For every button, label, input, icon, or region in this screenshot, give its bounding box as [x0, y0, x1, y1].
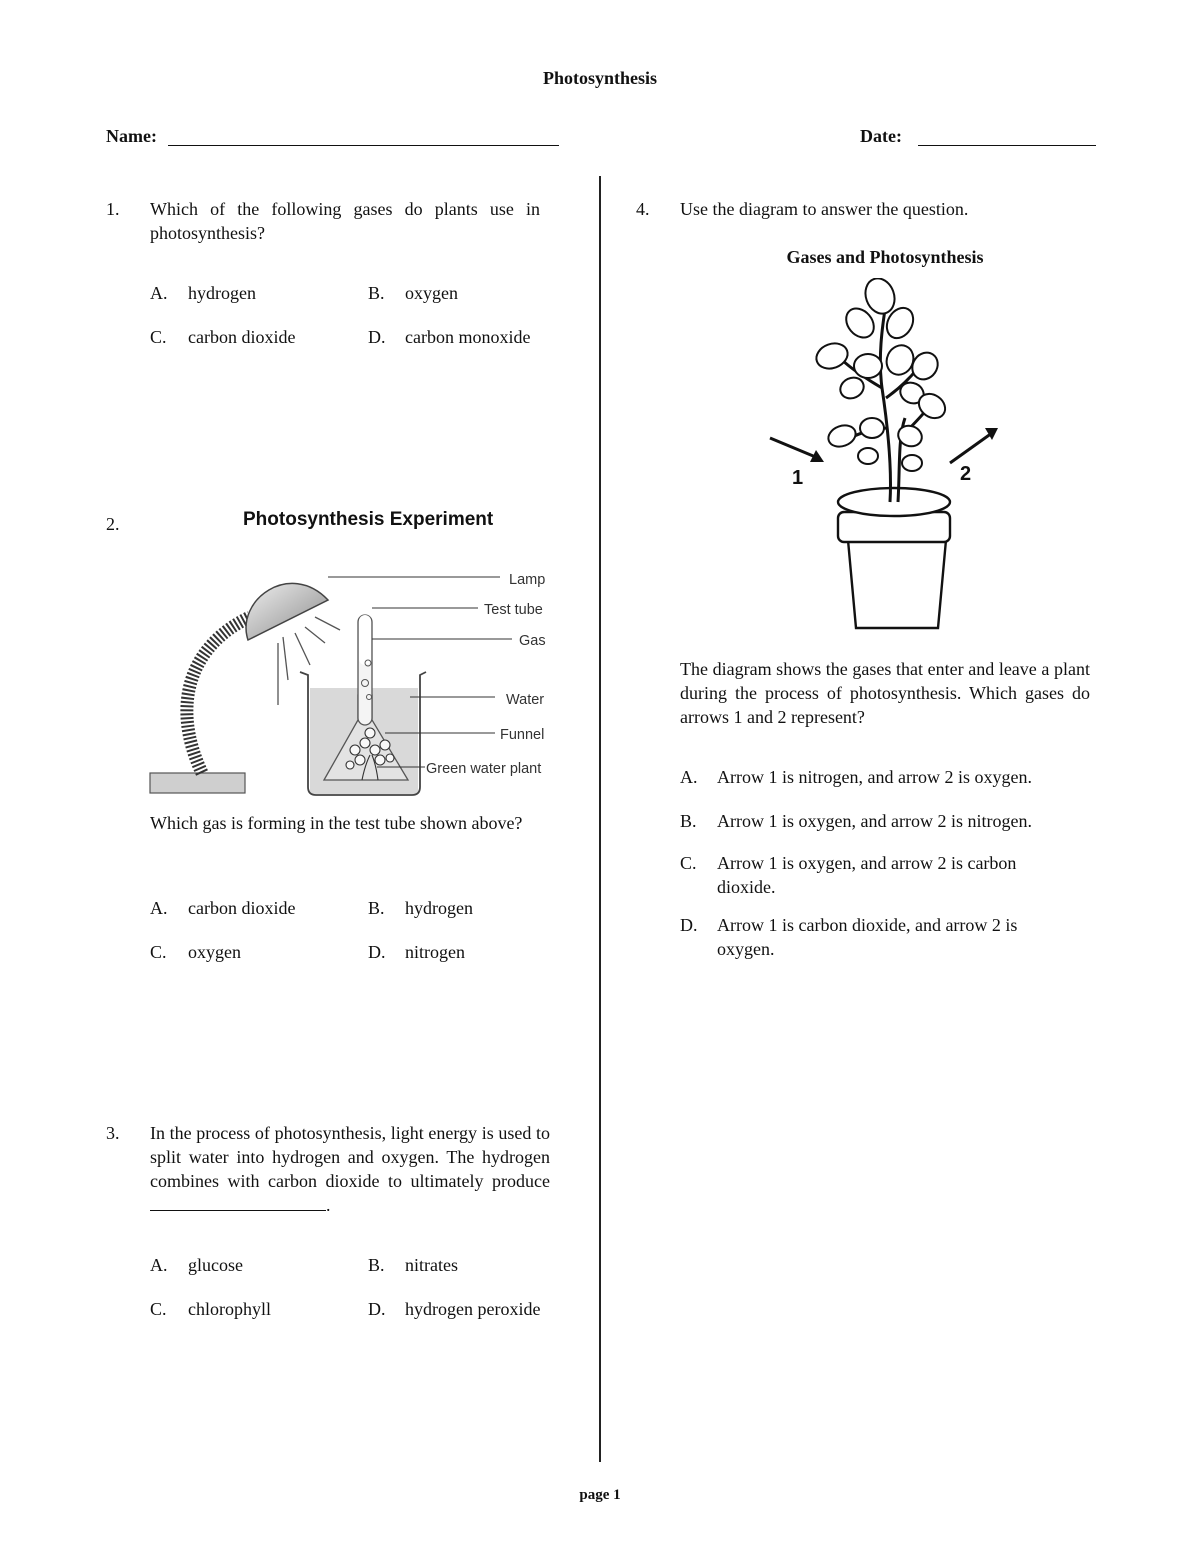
q2-option-b-text[interactable]: hydrogen [405, 898, 473, 918]
question-3-text: In the process of photosynthesis, light energy is used to split water into hydrogen and oxygen. The hydrogen combines with carbon dioxide to ultimately produce [150, 1123, 550, 1191]
page-number: page 1 [579, 1487, 621, 1503]
q1-option-b-text[interactable]: oxygen [405, 283, 458, 303]
label-test-tube: Test tube [484, 602, 543, 618]
arrow-2 [950, 428, 998, 463]
q3-option-b-text[interactable]: nitrates [405, 1255, 458, 1275]
question-2-text: Which gas is forming in the test tube shown above? [150, 813, 523, 833]
date-label: Date: [860, 126, 902, 146]
q1-option-a-text[interactable]: hydrogen [188, 283, 256, 303]
q1-option-d-letter[interactable]: D. [368, 327, 386, 347]
q2-option-d-text[interactable]: nitrogen [405, 942, 465, 962]
lamp-base [150, 773, 245, 793]
q4-option-d-text[interactable]: Arrow 1 is carbon dioxide, and arrow 2 is oxygen. [717, 915, 1018, 959]
experiment-figure-title: Photosynthesis Experiment [243, 509, 494, 530]
q4-option-a-letter[interactable]: A. [680, 767, 698, 787]
date-field-line[interactable] [918, 145, 1096, 146]
q3-option-c-text[interactable]: chlorophyll [188, 1299, 271, 1319]
q3-option-b-letter[interactable]: B. [368, 1255, 385, 1275]
q1-option-a-letter[interactable]: A. [150, 283, 168, 303]
label-water: Water [506, 692, 545, 708]
question-2-number: 2. [106, 514, 120, 534]
label-green-water-plant: Green water plant [426, 761, 542, 777]
photosynthesis-experiment-diagram [140, 555, 560, 805]
question-4-text: Use the diagram to answer the question. [680, 199, 969, 219]
question-3-end: . [326, 1195, 331, 1215]
q3-option-d-text[interactable]: hydrogen peroxide [405, 1299, 541, 1319]
question-4-number: 4. [636, 199, 650, 219]
name-label: Name: [106, 126, 157, 146]
q4-option-a-text[interactable]: Arrow 1 is nitrogen, and arrow 2 is oxygen. [717, 767, 1032, 787]
q3-option-a-text[interactable]: glucose [188, 1255, 243, 1275]
q2-option-c-text[interactable]: oxygen [188, 942, 241, 962]
label-gas: Gas [519, 633, 546, 649]
question-3-number: 3. [106, 1123, 120, 1143]
q3-option-a-letter[interactable]: A. [150, 1255, 168, 1275]
q1-option-c-text[interactable]: carbon dioxide [188, 327, 296, 347]
q3-option-d-letter[interactable]: D. [368, 1299, 386, 1319]
q4-option-d-letter[interactable]: D. [680, 915, 698, 935]
flower-pot [838, 488, 950, 628]
arrow-1-label: 1 [792, 467, 804, 489]
arrow-1 [770, 438, 824, 462]
q2-option-a-letter[interactable]: A. [150, 898, 168, 918]
page-title: Photosynthesis [542, 68, 658, 88]
q4-option-b-letter[interactable]: B. [680, 811, 697, 831]
question-4-prompt: The diagram shows the gases that enter and leave a plant during the process of photosynthesis. Which gases do arrows 1 and 2 represent? [680, 659, 1090, 727]
q2-option-b-letter[interactable]: B. [368, 898, 385, 918]
q1-option-c-letter[interactable]: C. [150, 327, 167, 347]
name-field-line[interactable] [168, 145, 559, 146]
arrow-2-label: 2 [960, 463, 972, 485]
question-1-number: 1. [106, 199, 120, 219]
q4-option-b-text[interactable]: Arrow 1 is oxygen, and arrow 2 is nitrogen. [717, 811, 1032, 831]
question-1-text: Which of the following gases do plants use in photosynthesis? [150, 199, 540, 243]
q2-option-a-text[interactable]: carbon dioxide [188, 898, 296, 918]
q1-option-d-text[interactable]: carbon monoxide [405, 327, 531, 347]
answer-blank[interactable] [150, 1194, 326, 1211]
lamp-shade [246, 583, 328, 640]
question-3-block [150, 1121, 550, 1217]
label-funnel: Funnel [500, 727, 545, 743]
lamp-arm [187, 617, 250, 773]
q3-option-c-letter[interactable]: C. [150, 1299, 167, 1319]
q4-option-c-letter[interactable]: C. [680, 853, 697, 873]
q1-option-b-letter[interactable]: B. [368, 283, 385, 303]
q2-option-c-letter[interactable]: C. [150, 942, 167, 962]
gases-plant-diagram [760, 278, 1010, 638]
column-divider [599, 176, 601, 1462]
label-lamp: Lamp [509, 572, 546, 588]
plant-figure-title: Gases and Photosynthesis [786, 247, 984, 267]
q2-option-d-letter[interactable]: D. [368, 942, 386, 962]
q4-option-c-text[interactable]: Arrow 1 is oxygen, and arrow 2 is carbon dioxide. [717, 853, 1017, 897]
